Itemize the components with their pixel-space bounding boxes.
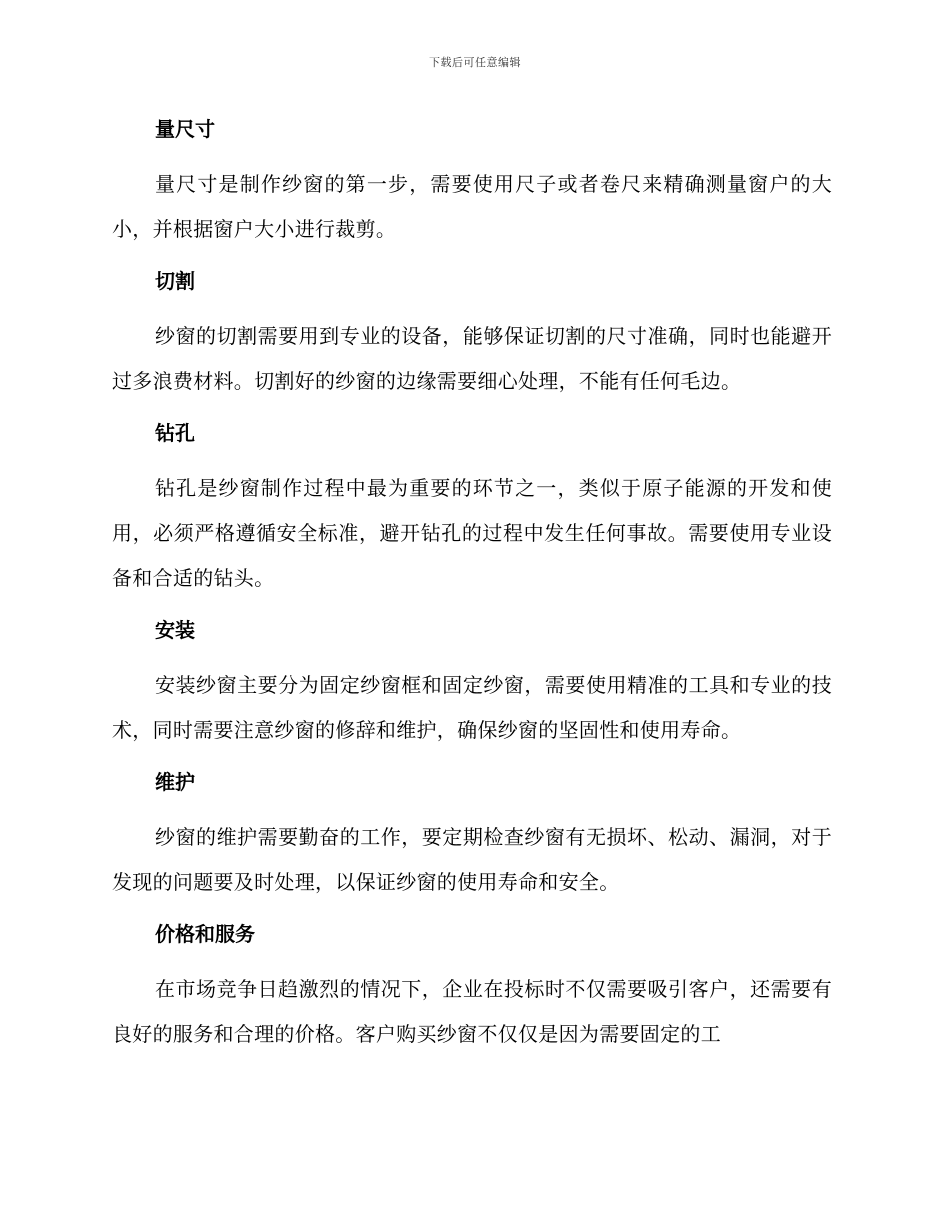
section-maintenance bbox=[112, 765, 832, 905]
section-installation bbox=[112, 613, 832, 753]
section-heading: 量尺寸 bbox=[155, 117, 215, 141]
section-paragraph: 安装纱窗主要分为固定纱窗框和固定纱窗，需要使用精准的工具和专业的技术，同时需要注意纱窗的修辞和维护，确保纱窗的坚固性和使用寿命。 bbox=[112, 673, 832, 742]
document-content bbox=[112, 112, 832, 1069]
section-heading: 切割 bbox=[155, 269, 195, 293]
section-price-service bbox=[112, 917, 832, 1057]
section-cutting bbox=[112, 264, 832, 404]
section-heading: 价格和服务 bbox=[155, 922, 255, 946]
section-paragraph: 纱窗的切割需要用到专业的设备，能够保证切割的尺寸准确，同时也能避开过多浪费材料。切割好的纱窗的边缘需要细心处理，不能有任何毛边。 bbox=[112, 324, 832, 393]
section-measure bbox=[112, 112, 832, 252]
page-header-note: 下载后可任意编辑 bbox=[429, 56, 521, 69]
section-paragraph: 纱窗的维护需要勤奋的工作，要定期检查纱窗有无损坏、松动、漏洞，对于发现的问题要及时处理，以保证纱窗的使用寿命和安全。 bbox=[112, 825, 832, 894]
section-heading: 维护 bbox=[155, 770, 195, 794]
section-drilling bbox=[112, 416, 832, 601]
section-heading: 安装 bbox=[155, 618, 195, 642]
section-paragraph: 在市场竞争日趋激烈的情况下，企业在投标时不仅需要吸引客户，还需要有良好的服务和合理的价格。客户购买纱窗不仅仅是因为需要固定的工 bbox=[112, 977, 832, 1046]
section-paragraph: 钻孔是纱窗制作过程中最为重要的环节之一，类似于原子能源的开发和使用，必须严格遵循安全标准，避开钻孔的过程中发生任何事故。需要使用专业设备和合适的钻头。 bbox=[112, 476, 832, 590]
section-paragraph: 量尺寸是制作纱窗的第一步，需要使用尺子或者卷尺来精确测量窗户的大小，并根据窗户大小进行裁剪。 bbox=[112, 172, 832, 241]
section-heading: 钻孔 bbox=[155, 421, 195, 445]
